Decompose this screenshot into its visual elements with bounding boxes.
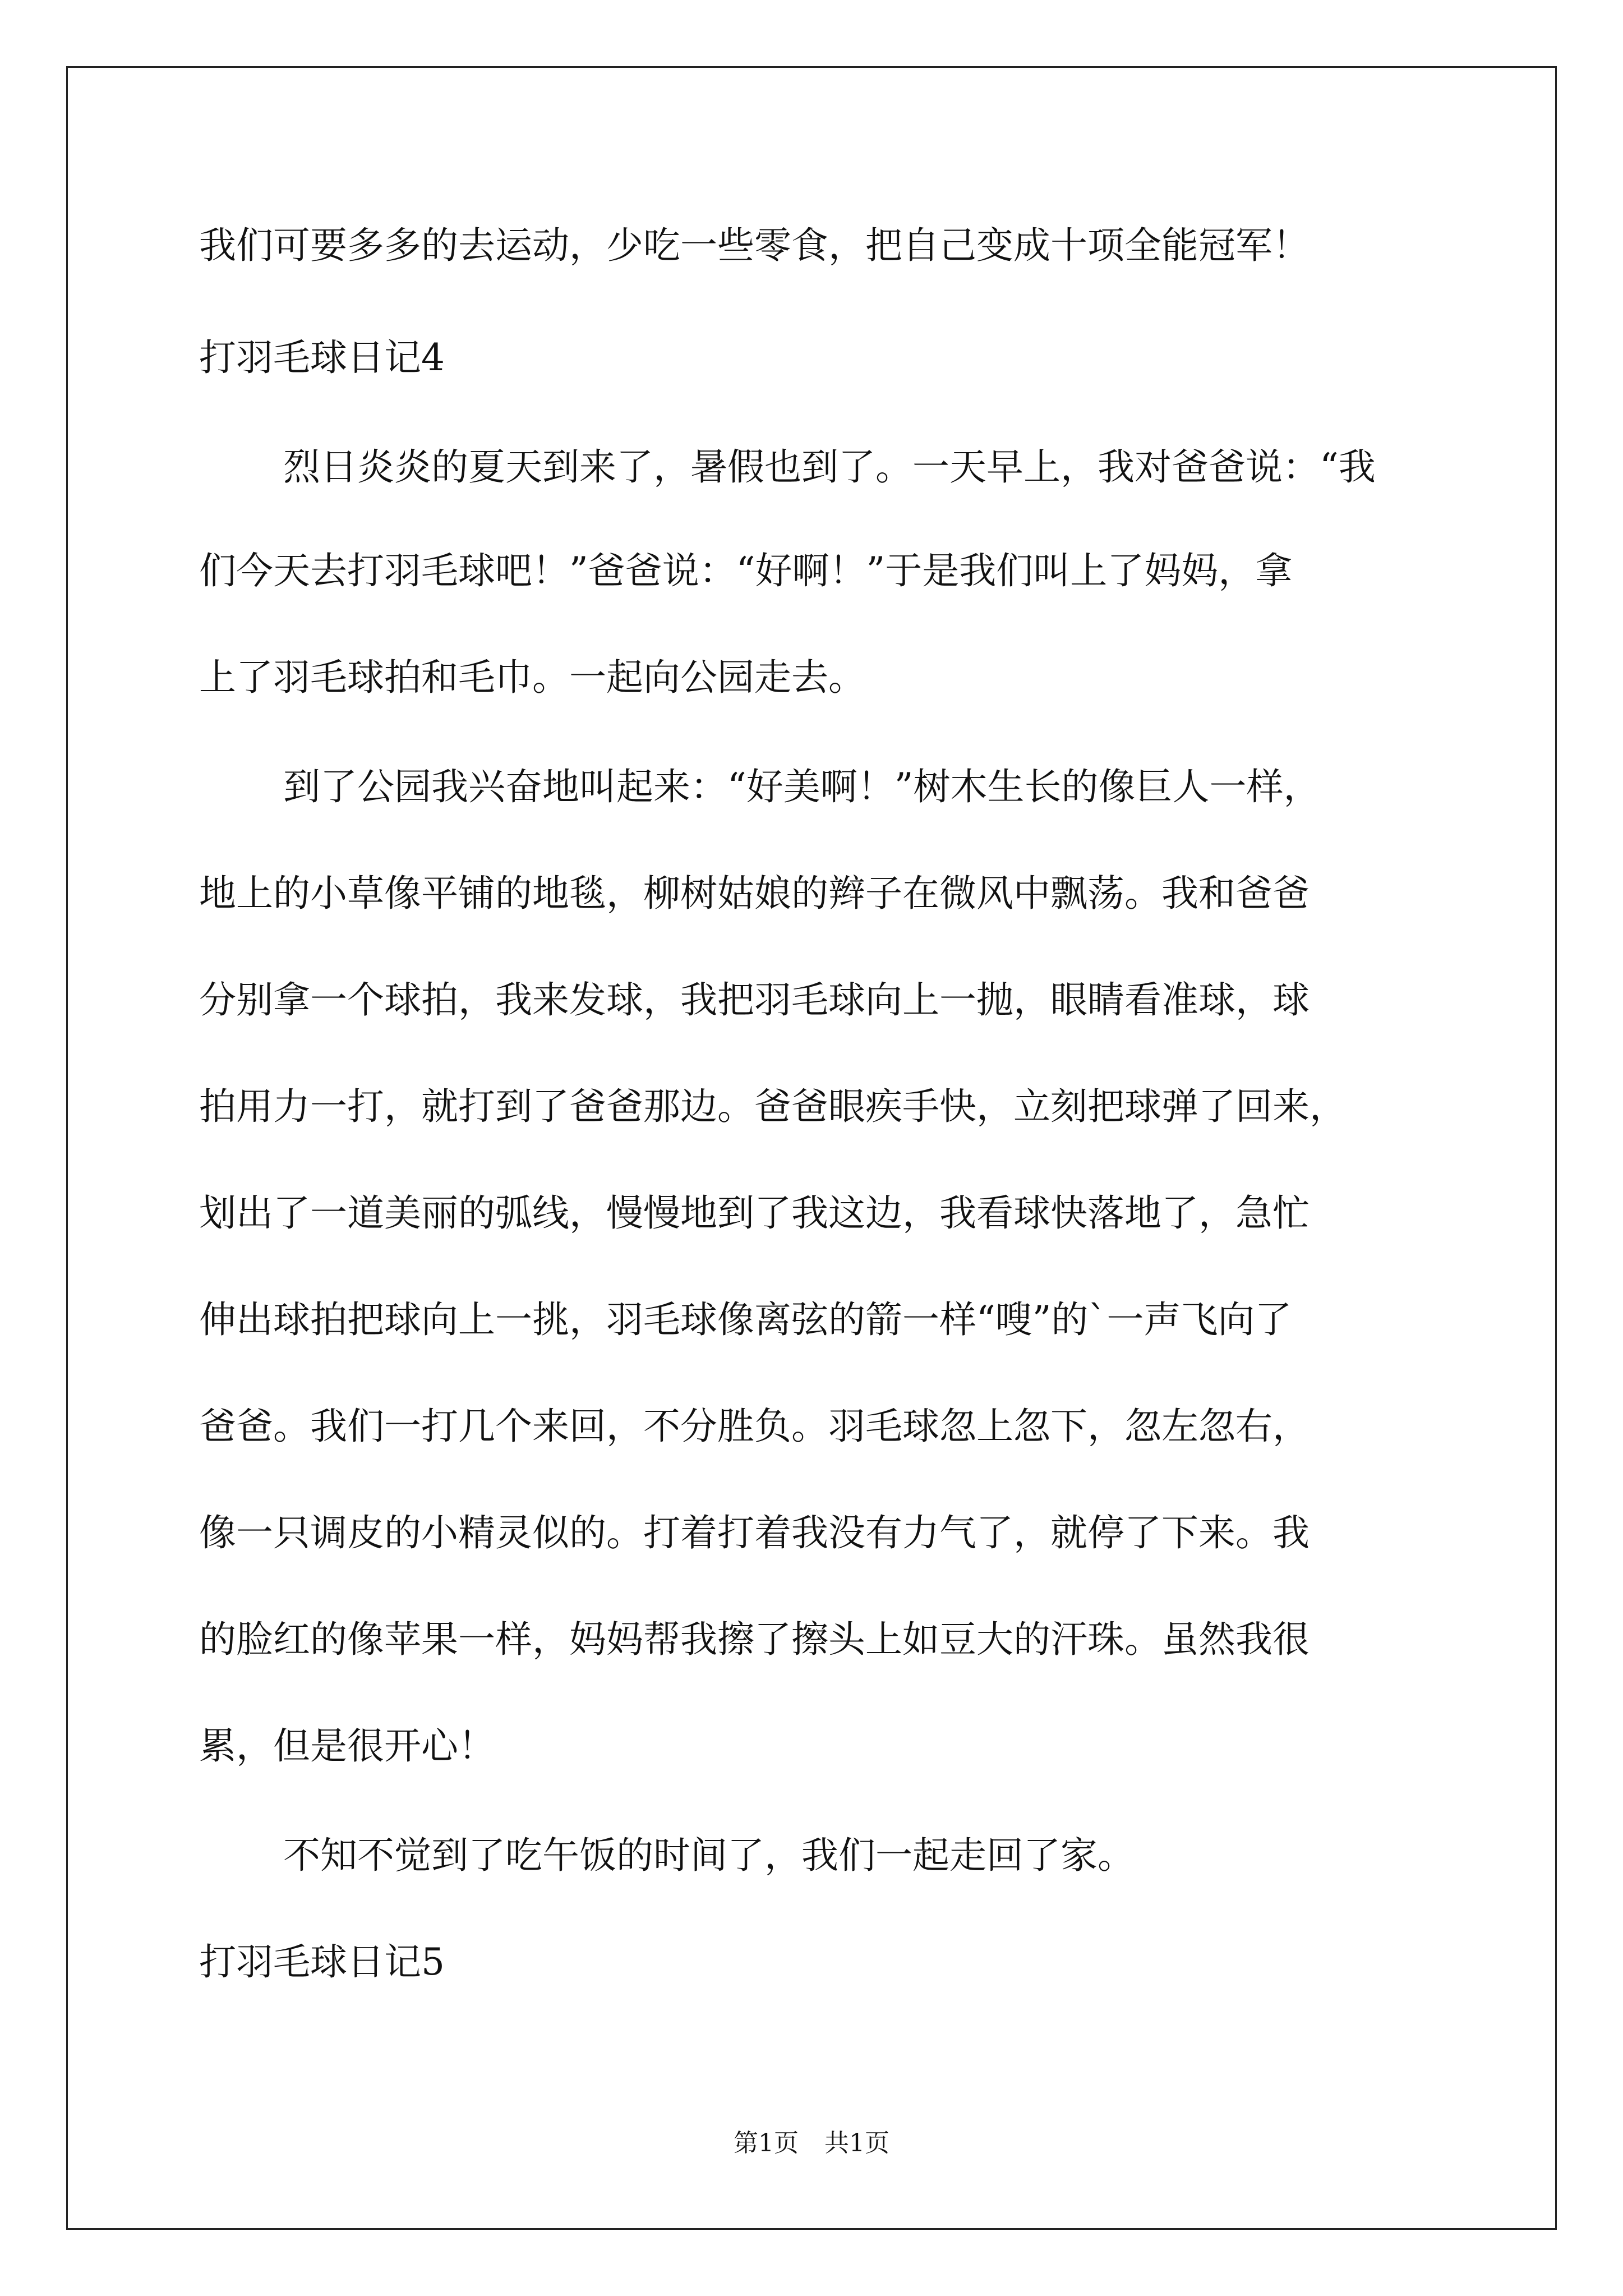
- text-line: 像一只调皮的小精灵似的。打着打着我没有力气了，就停了下来。我: [199, 1511, 1310, 1554]
- page-frame: [66, 66, 1557, 2230]
- text-line: 我们可要多多的去运动，少吃一些零食，把自己变成十项全能冠军！: [199, 224, 1310, 267]
- text-line: 分别拿一个球拍，我来发球，我把羽毛球向上一抛，眼睛看准球，球: [199, 978, 1310, 1022]
- page-footer: [0, 2128, 1623, 2159]
- text-line: 爸爸。我们一打几个来回，不分胜负。羽毛球忽上忽下，忽左忽右，: [199, 1405, 1310, 1448]
- text-line: 拍用力一打，就打到了爸爸那边。爸爸眼疾手快，立刻把球弹了回来，: [199, 1085, 1347, 1128]
- page-number: 第1页: [734, 2129, 799, 2157]
- page-total: 共1页: [824, 2129, 889, 2157]
- text-line: 不知不觉到了吃午饭的时间了，我们一起走回了家。: [283, 1834, 1135, 1877]
- section-heading: 打羽毛球日记4: [199, 336, 445, 379]
- text-line: 的脸红的像苹果一样，妈妈帮我擦了擦头上如豆大的汗珠。虽然我很: [199, 1618, 1310, 1661]
- text-line: 们今天去打羽毛球吧！”爸爸说：“好啊！”于是我们叫上了妈妈，拿: [199, 549, 1293, 592]
- text-line: 累，但是很开心！: [199, 1724, 495, 1768]
- text-line: 地上的小草像平铺的地毯，柳树姑娘的辫子在微风中飘荡。我和爸爸: [199, 872, 1310, 915]
- text-line: 到了公园我兴奋地叫起来：“好美啊！”树木生长的像巨人一样，: [283, 765, 1321, 808]
- text-line: 烈日炎炎的夏天到来了，暑假也到了。一天早上，我对爸爸说：“我: [283, 445, 1376, 489]
- text-line: 伸出球拍把球向上一挑，羽毛球像离弦的箭一样“嗖”的`一声飞向了: [199, 1298, 1292, 1341]
- section-heading: 打羽毛球日记5: [199, 1940, 445, 1984]
- text-line: 划出了一道美丽的弧线，慢慢地到了我这边，我看球快落地了，急忙: [199, 1191, 1310, 1235]
- text-line: 上了羽毛球拍和毛巾。一起向公园走去。: [199, 656, 865, 699]
